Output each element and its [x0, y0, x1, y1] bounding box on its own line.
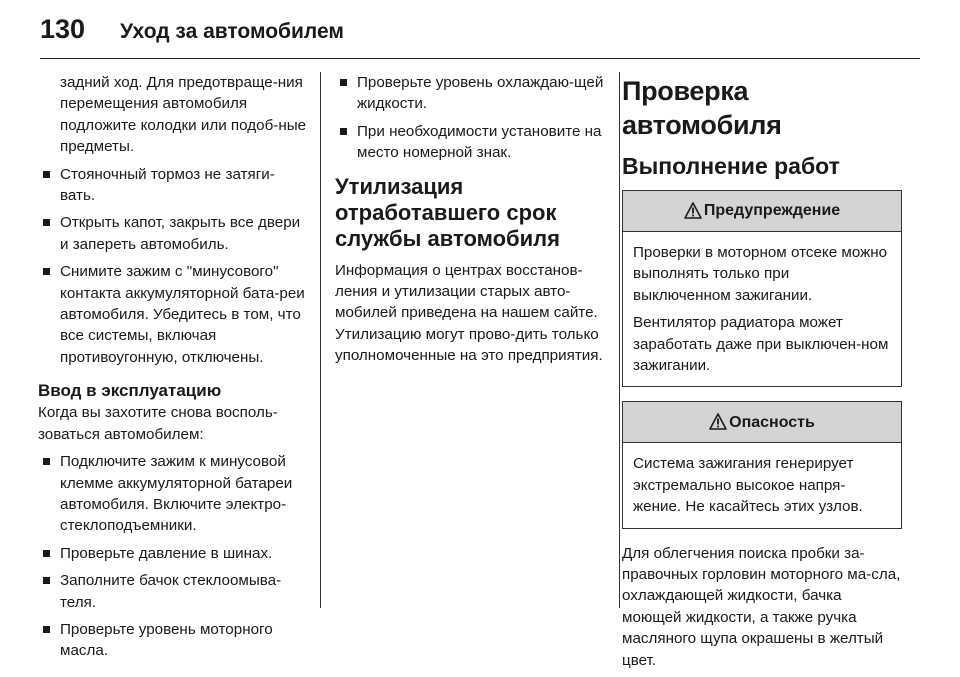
- column-divider: [320, 72, 321, 608]
- page-number: 130: [40, 14, 86, 44]
- list-item: Подключите зажим к минусовой клемме аккумуляторной батареи автомобиля. Включите электро-стеклоподъемники.: [38, 451, 308, 537]
- list-item: Проверьте уровень охлаждаю-щей жидкости.: [335, 72, 607, 115]
- warning-box-header: [623, 191, 901, 232]
- column-3: [622, 72, 902, 677]
- warning-text: Проверки в моторном отсеке можно выполнять только при выключенном зажигании.: [633, 244, 888, 304]
- page-header: [40, 14, 344, 54]
- section-heading-vehicle-check: Проверка автомобиля: [622, 76, 782, 140]
- warning-icon: [684, 202, 702, 220]
- list-item: Проверьте давление в шинах.: [38, 543, 308, 564]
- column-2: [335, 72, 607, 373]
- danger-box-title: Опасность: [729, 413, 815, 431]
- recommission-steps-list: [38, 451, 308, 662]
- danger-text: Система зажигания генерирует экстремально высокое напря-жение. Не касайтесь этих узлов.: [633, 455, 863, 516]
- warning-text: Вентилятор радиатора может заработать даже при выключен-ном зажигании.: [633, 314, 889, 375]
- running-title: Уход за автомобилем: [120, 20, 344, 43]
- subheading-recommission: Ввод в эксплуатацию: [38, 381, 222, 401]
- list-item: Открыть капот, закрыть все двери и запереть автомобиль.: [38, 212, 308, 255]
- list-item: Проверьте уровень моторного масла.: [38, 619, 308, 662]
- list-item: Снимите зажим с "минусового" контакта аккумуляторной бата-реи автомобиля. Убедитесь в том, что все системы, включая противоугонную, отключены.: [38, 261, 308, 368]
- header-rule: [40, 58, 920, 59]
- section-heading-disposal: Утилизация отработавшего срок службы автомобиля: [335, 173, 560, 251]
- column-1: [38, 72, 308, 668]
- list-item: Заполните бачок стеклоомыва-теля.: [38, 570, 308, 613]
- list-item: Стояночный тормоз не затяги-вать.: [38, 164, 308, 207]
- warning-box-title: Предупреждение: [703, 202, 841, 220]
- warning-box-body: [623, 232, 901, 386]
- recommission-steps-list-cont: [335, 72, 607, 164]
- continued-text: задний ход. Для предотвраще-ния перемещения автомобиля подложите колодки или подоб-ные предметы.: [60, 74, 307, 156]
- disposal-paragraph: Информация о центрах восстанов-ления и утилизации старых авто-мобилей приведена на нашем сайте. Утилизацию могут прово-дить только уполномоченные на это предприятия.: [335, 261, 603, 365]
- warning-box: [622, 190, 902, 387]
- warning-icon: [709, 413, 727, 431]
- recommission-intro: Когда вы захотите снова восполь-зоваться автомобилем:: [38, 404, 278, 443]
- danger-box-header: [623, 402, 901, 443]
- danger-box: [622, 401, 902, 528]
- storage-steps-list: [38, 164, 308, 369]
- list-item: При необходимости установите на место номерной знак.: [335, 121, 607, 164]
- color-coding-paragraph: Для облегчения поиска пробки за-правочных горловин моторного ма-сла, охлаждающей жидкости, бачка моющей жидкости, а также ручка масляного щупа окрашены в желтый цвет.: [622, 544, 901, 669]
- column-divider: [619, 72, 620, 608]
- subheading-performing-work: Выполнение работ: [622, 153, 840, 179]
- danger-box-body: [623, 443, 901, 527]
